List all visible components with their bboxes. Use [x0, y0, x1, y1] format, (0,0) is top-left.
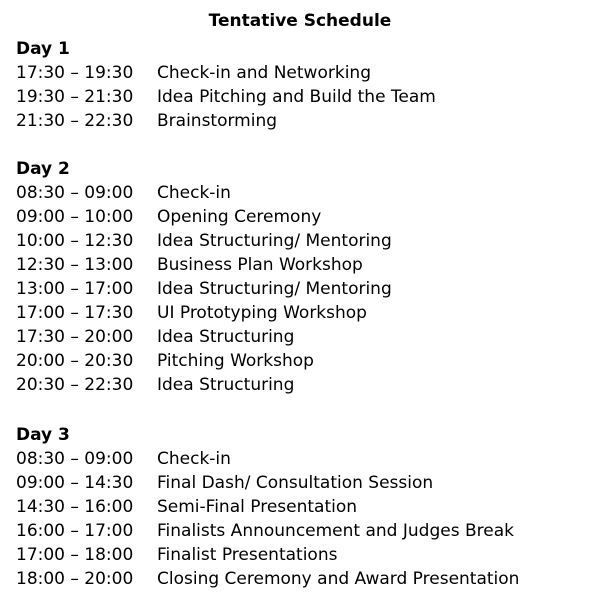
activity-label: Check-in and Networking [157, 63, 371, 83]
time-range: 16:00 – 17:00 [16, 521, 134, 541]
day-3-section [16, 423, 586, 591]
activity-label: Idea Structuring [157, 375, 295, 395]
activity-label: Idea Pitching and Build the Team [157, 87, 436, 107]
schedule-row [16, 301, 586, 325]
activity-label: Check-in [157, 183, 231, 203]
schedule-row [16, 495, 586, 519]
time-range: 08:30 – 09:00 [16, 449, 134, 469]
schedule-row [16, 349, 586, 373]
day-2-section [16, 157, 586, 397]
activity-label: Idea Structuring/ Mentoring [157, 231, 392, 251]
schedule-row [16, 519, 586, 543]
schedule-row [16, 325, 586, 349]
activity-label: Business Plan Workshop [157, 255, 363, 275]
activity-label: Brainstorming [157, 111, 278, 131]
schedule-row [16, 85, 586, 109]
time-range: 18:00 – 20:00 [16, 569, 134, 589]
time-range: 13:00 – 17:00 [16, 279, 134, 299]
time-range: 17:30 – 19:30 [16, 63, 134, 83]
time-range: 17:00 – 18:00 [16, 545, 134, 565]
schedule-row [16, 205, 586, 229]
activity-label: Idea Structuring/ Mentoring [157, 279, 392, 299]
schedule-row [16, 253, 586, 277]
activity-label: Closing Ceremony and Award Presentation [157, 569, 520, 589]
time-range: 21:30 – 22:30 [16, 111, 134, 131]
activity-label: UI Prototyping Workshop [157, 303, 367, 323]
activity-label: Check-in [157, 449, 231, 469]
activity-label: Final Dash/ Consultation Session [157, 473, 434, 493]
time-range: 19:30 – 21:30 [16, 87, 134, 107]
day-heading: Day 3 [16, 425, 70, 445]
activity-label: Idea Structuring [157, 327, 295, 347]
time-range: 09:00 – 14:30 [16, 473, 134, 493]
schedule-row [16, 447, 586, 471]
activity-label: Semi-Final Presentation [157, 497, 358, 517]
time-range: 17:30 – 20:00 [16, 327, 134, 347]
time-range: 20:30 – 22:30 [16, 375, 134, 395]
activity-label: Pitching Workshop [157, 351, 314, 371]
day-1-section [16, 37, 586, 133]
activity-label: Finalist Presentations [157, 545, 338, 565]
schedule-row [16, 373, 586, 397]
schedule-row [16, 543, 586, 567]
schedule-row [16, 567, 586, 591]
activity-label: Opening Ceremony [157, 207, 322, 227]
schedule-row [16, 61, 586, 85]
schedule-row [16, 109, 586, 133]
time-range: 12:30 – 13:00 [16, 255, 134, 275]
time-range: 17:00 – 17:30 [16, 303, 134, 323]
day-heading: Day 1 [16, 39, 70, 59]
activity-label: Finalists Announcement and Judges Break [157, 521, 514, 541]
schedule-row [16, 229, 586, 253]
schedule-row [16, 471, 586, 495]
schedule-title: Tentative Schedule [208, 11, 392, 31]
time-range: 09:00 – 10:00 [16, 207, 134, 227]
time-range: 14:30 – 16:00 [16, 497, 134, 517]
time-range: 10:00 – 12:30 [16, 231, 134, 251]
time-range: 20:00 – 20:30 [16, 351, 134, 371]
schedule-row [16, 277, 586, 301]
day-heading: Day 2 [16, 159, 70, 179]
schedule-row [16, 181, 586, 205]
time-range: 08:30 – 09:00 [16, 183, 134, 203]
